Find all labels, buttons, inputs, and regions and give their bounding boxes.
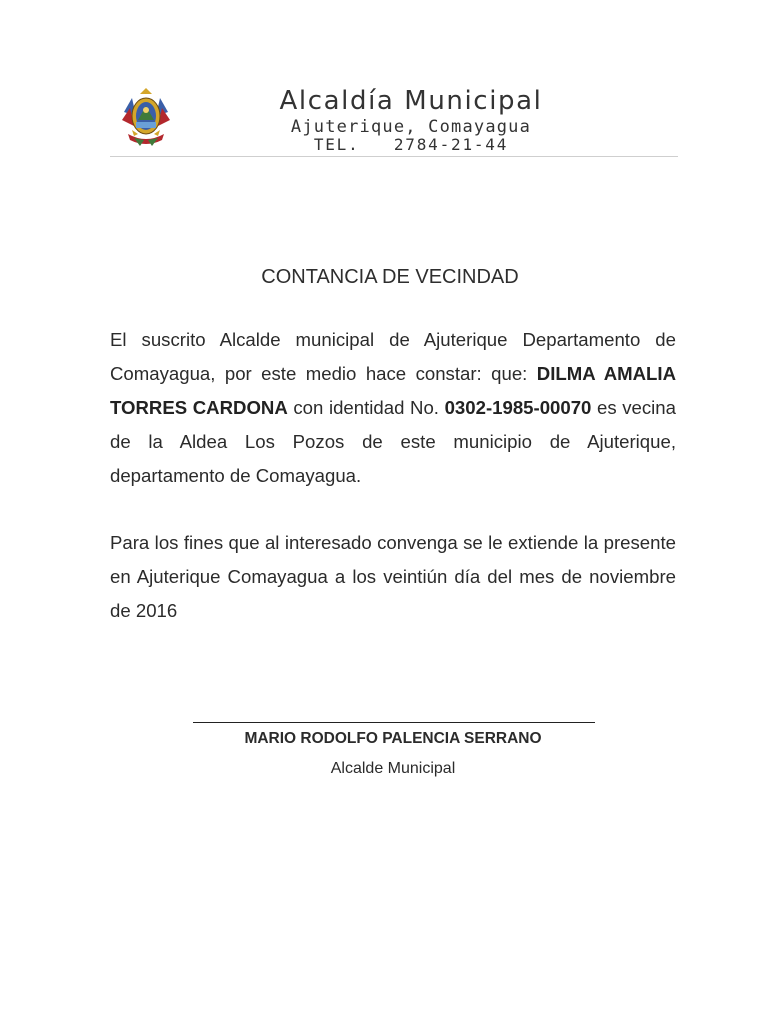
coat-of-arms-icon bbox=[118, 86, 174, 150]
certification-paragraph bbox=[110, 323, 676, 493]
person-name: DILMA AMALIA TORRES CARDONA bbox=[110, 363, 676, 418]
municipality-name: Alcaldía Municipal bbox=[279, 86, 543, 116]
letterhead bbox=[110, 82, 678, 157]
id-number: 0302-1985-00070 bbox=[444, 397, 592, 418]
signatory-role: Alcalde Municipal bbox=[330, 760, 456, 777]
municipality-phone: TEL. 2784-21-44 bbox=[313, 135, 509, 154]
id-prefix: con identidad No. bbox=[287, 397, 445, 418]
municipality-location: Ajuterique, Comayagua bbox=[290, 117, 532, 137]
signature-line bbox=[193, 722, 595, 723]
paragraph-ending: es vecina de la Aldea Los Pozos de este municipio de Ajuterique, departamento de Comayagua. bbox=[110, 397, 676, 486]
paragraph-intro: El suscrito Alcalde municipal de Ajuterique Departamento de Comayagua, por este medio hace constar: que: bbox=[110, 329, 676, 384]
document-title: CONTANCIA DE VECINDAD bbox=[261, 266, 519, 288]
signatory-name: MARIO RODOLFO PALENCIA SERRANO bbox=[244, 730, 542, 747]
purpose-paragraph: Para los fines que al interesado convenga se le extiende la presente en Ajuterique Comayagua a los veintiún día del mes de noviembre de 2016 bbox=[110, 532, 676, 621]
